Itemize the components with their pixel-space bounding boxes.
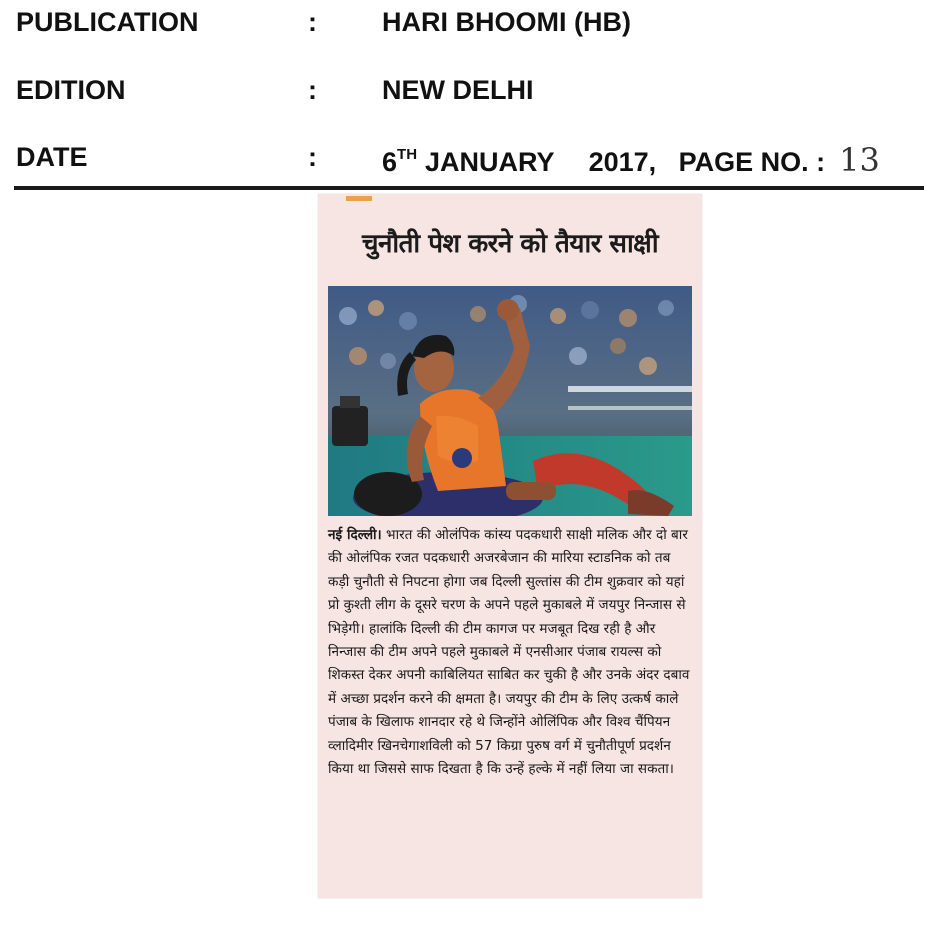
- edition-row: [0, 70, 942, 110]
- publication-separator: :: [308, 7, 317, 37]
- date-label: DATE: [16, 142, 88, 172]
- page-label: PAGE NO. :: [678, 147, 826, 177]
- date-row: [0, 137, 942, 177]
- article-headline: चुनौती पेश करने को तैयार साक्षी: [361, 229, 659, 259]
- date-day: 6: [382, 147, 398, 177]
- date-value: [382, 137, 880, 182]
- edition-label: EDITION: [16, 75, 126, 105]
- publication-value: HARI BHOOMI (HB): [382, 7, 631, 37]
- date-separator: :: [308, 142, 317, 172]
- publication-label: PUBLICATION: [16, 7, 199, 37]
- publication-row: [0, 2, 942, 42]
- date-suffix: TH: [397, 146, 418, 163]
- edition-separator: :: [308, 75, 317, 105]
- article-text: भारत की ओलंपिक कांस्य पदकधारी साक्षी मलिक और दो बार की ओलंपिक रजत पदकधारी अजरबेजान की मारिया स्टाडनिक को तब कड़ी चुनौती से निपटना होगा जब दिल्ली सुल्तांस की टीम शुक्रवार को यहां प्रो कुश्ती लीग के दूसरे चरण के अपने पहले मुकाबले में जयपुर निन्जास से भिड़ेगी। हालांकि दिल्ली की टीम कागज पर मजबूत दिख रही है और निन्जास की टीम अपने पहले मुकाबले में एनसीआर पंजाब रायल्स को शिकस्त देकर अपनी काबिलियत साबित कर चुकी है और उनके अंदर दबाव में अच्छा प्रदर्शन करने की क्षमता है। जयपुर की टीम के लिए उत्कर्ष काले पंजाब के खिलाफ शानदार रहे थे जिन्होंने ओलिंपिक और विश्व चैंपियन व्लादिमीर खिनचेगाशविली को 57 किग्रा पुरुष वर्ग में चुनौतीपूर्ण प्रदर्शन किया था जिससे साफ दिखता है कि उन्हें हल्के में नहीं लिया जा सकता।: [328, 527, 690, 778]
- date-rest: JANUARY 2017,: [425, 147, 657, 177]
- wrestling-photo: [328, 286, 692, 516]
- clipping-tag-mark: [346, 196, 372, 201]
- newspaper-clipping: [318, 194, 702, 898]
- header-divider: [14, 186, 924, 190]
- article-dateline: नई दिल्ली।: [328, 527, 382, 543]
- edition-value: NEW DELHI: [382, 75, 534, 105]
- article-body: [328, 524, 690, 781]
- page-number: 13: [839, 141, 880, 179]
